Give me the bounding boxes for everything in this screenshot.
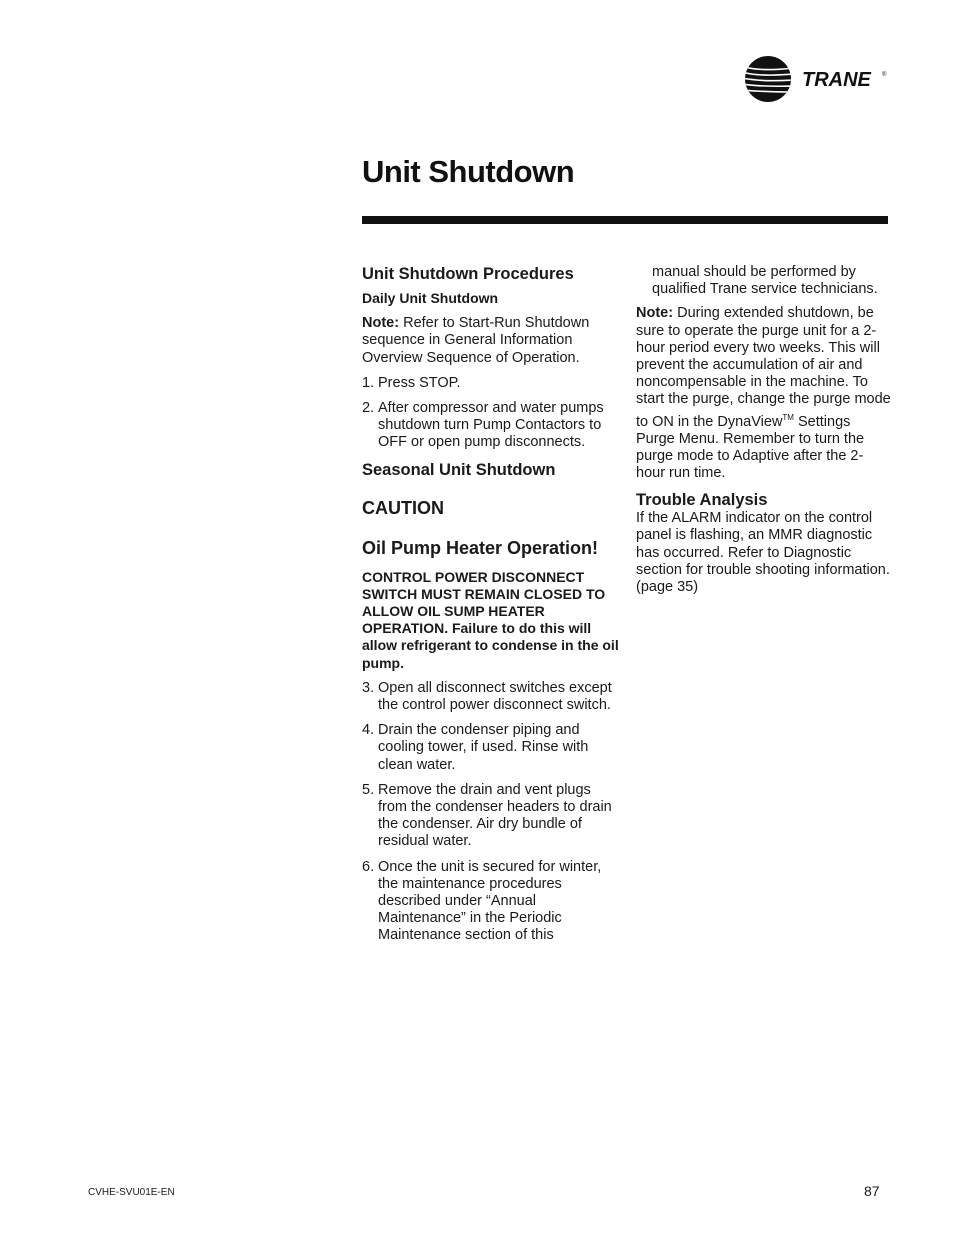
- warning-title: Oil Pump Heater Operation!: [362, 537, 599, 558]
- right-column: [636, 264, 892, 604]
- note-extended-shutdown: [636, 305, 892, 482]
- step-5: [362, 782, 620, 851]
- section-heading-seasonal: Seasonal Unit Shutdown: [362, 460, 556, 479]
- logo-text: TRANE: [802, 69, 871, 91]
- step-number: 1.: [362, 374, 375, 391]
- note-label: Note:: [636, 305, 674, 322]
- note-daily: [362, 315, 620, 367]
- step-text: Remove the drain and vent plugs from the condenser headers to drain the condenser. Air dry bundle of residual water.: [378, 781, 612, 850]
- step-4: [362, 722, 620, 774]
- logo-registered-mark: ®: [882, 72, 887, 78]
- page-number: 87: [864, 1183, 880, 1199]
- trouble-text: If the ALARM indicator on the control panel is flashing, an MMR diagnostic has occurred. Refer to Diagnostic section for trouble shooting information. (page 35): [636, 510, 890, 596]
- step-text: Open all disconnect switches except the control power disconnect switch.: [378, 679, 612, 714]
- step-number: 3.: [362, 679, 375, 696]
- step-3: [362, 680, 620, 714]
- note-text: Refer to Start-Run Shutdown sequence in General Information Overview Sequence of Operation.: [362, 315, 590, 366]
- warning-body: CONTROL POWER DISCONNECT SWITCH MUST REMAIN CLOSED TO ALLOW OIL SUMP HEATER OPERATION. Failure to do this will allow refrigerant to condense in the oil pump.: [362, 568, 619, 671]
- caution-label: CAUTION: [362, 497, 444, 518]
- step-6: [362, 859, 620, 945]
- step-number: 2.: [362, 400, 375, 417]
- page-title: Unit Shutdown: [362, 154, 575, 189]
- step-2: [362, 400, 620, 452]
- step-text: After compressor and water pumps shutdown turn Pump Contactors to OFF or open pump disconnects.: [378, 400, 604, 451]
- document-code: CVHE-SVU01E-EN: [88, 1187, 175, 1198]
- trane-logo: [744, 54, 894, 104]
- step-text: Once the unit is secured for winter, the maintenance procedures described under “Annual Maintenance” in the Periodic Maintenance section of this: [378, 858, 602, 944]
- subheading-daily: Daily Unit Shutdown: [362, 290, 499, 306]
- title-rule: [362, 216, 888, 224]
- step-text: Press STOP.: [378, 374, 461, 391]
- step-text: Drain the condenser piping and cooling tower, if used. Rinse with clean water.: [378, 722, 589, 773]
- left-column: [362, 264, 620, 953]
- section-heading-procedures: Unit Shutdown Procedures: [362, 265, 574, 283]
- step-number: 4.: [362, 722, 375, 739]
- step-number: 5.: [362, 781, 375, 798]
- section-heading-trouble: Trouble Analysis: [636, 491, 768, 510]
- step-6-continued: manual should be performed by qualified Trane service technicians.: [652, 264, 878, 298]
- trademark-mark: TM: [782, 412, 794, 422]
- note-label: Note:: [362, 315, 400, 332]
- note-text-part2: Settings Purge Menu. Remember to turn the purge mode to Adaptive after the 2-hour run time.: [636, 413, 865, 482]
- step-1: [362, 375, 620, 392]
- note-text-part1: During extended shutdown, be sure to operate the purge unit for a 2-hour period every two weeks. This will prevent the accumulation of air and noncompensable in the machine. To start the purge, change the purge mode to ON in the DynaView: [636, 305, 891, 430]
- step-number: 6.: [362, 858, 375, 875]
